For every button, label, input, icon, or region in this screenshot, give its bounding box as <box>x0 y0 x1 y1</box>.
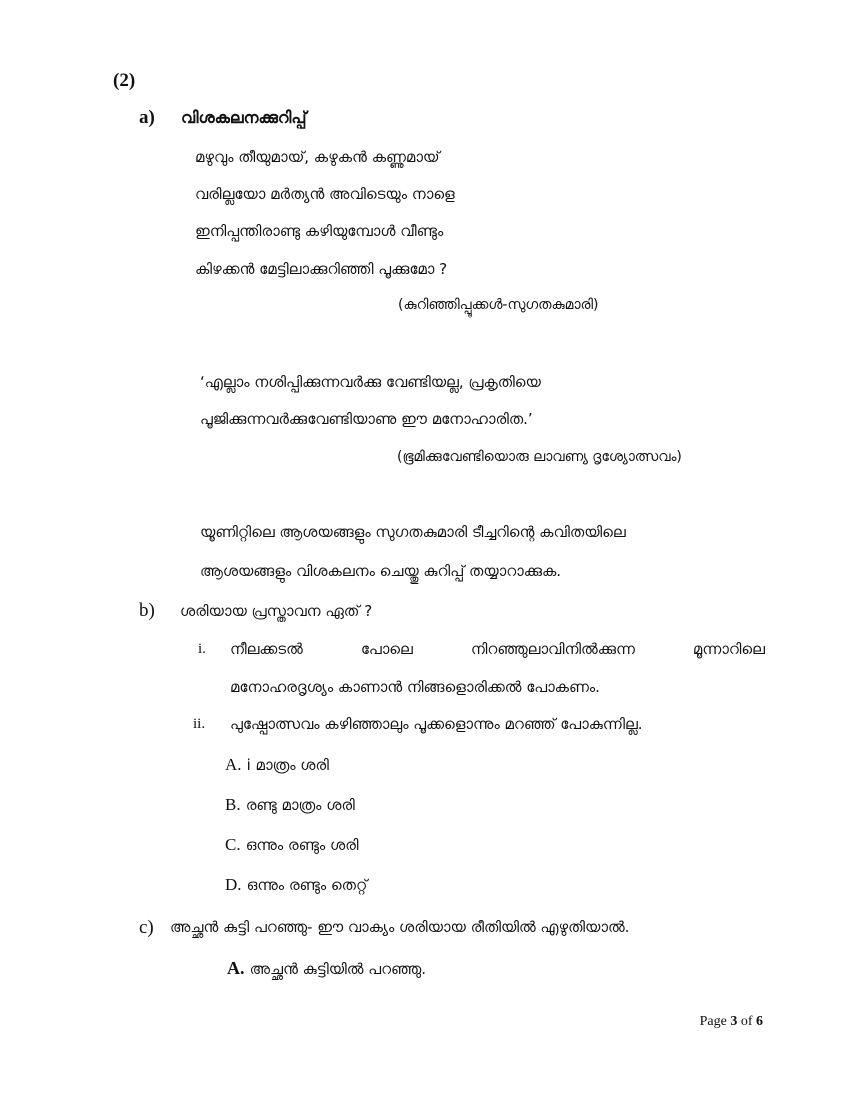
task-line: ആശയങ്ങളും വിശകലനം ചെയ്തു കുറിപ്പ് തയ്യാറാക്കുക. <box>200 562 562 580</box>
poem-line: വരില്ലയോ മർത്യൻ അവിടെയും നാളെ <box>195 185 455 203</box>
quote-line: ‘എല്ലാം നശിപ്പിക്കുന്നവർക്കു വേണ്ടിയല്ല, പ്രകൃതിയെ <box>200 373 541 391</box>
statement-i-line1 <box>230 640 765 658</box>
option-c <box>225 835 359 855</box>
quote-source: (ഭൂമിക്കുവേണ്ടിയൊരു ലാവണ്യ ദൃശ്യോത്സവം) <box>397 449 682 465</box>
option-text: രണ്ടു മാത്രം ശരി <box>245 796 355 814</box>
poem-line: കിഴക്കൻ മേട്ടിലാക്കുറിഞ്ഞി പൂക്കുമോ ? <box>195 260 448 278</box>
option-text: അച്ഛൻ കുട്ടിയിൽ പറഞ്ഞു. <box>249 960 427 978</box>
part-b-label: b) <box>139 600 155 621</box>
option-text: i മാത്രം ശരി <box>246 756 329 774</box>
option-text: ഒന്നും രണ്ടും ശരി <box>245 836 359 854</box>
part-c-question: അച്ഛൻ കുട്ടി പറഞ്ഞു- ഈ വാക്യം ശരിയായ രീതിയിൽ എഴുതിയാൽ. <box>170 918 630 936</box>
statement-ii: പുഷ്പോത്സവം കഴിഞ്ഞാലും പൂക്കളൊന്നും മറഞ്ഞ് പോകുന്നില്ല. <box>230 715 643 733</box>
part-a-heading: വിശകലനക്കുറിപ്പ് <box>181 108 307 127</box>
question-number: (2) <box>113 70 136 91</box>
part-b-question: ശരിയായ പ്രസ്താവന ഏത് ? <box>180 602 373 620</box>
poem-line: ഇനിപ്പന്തിരാണ്ടു കഴിയുമ്പോൾ വീണ്ടും <box>195 222 444 240</box>
option-b <box>225 795 355 815</box>
option-text: ഒന്നും രണ്ടും തെറ്റ് <box>246 876 368 894</box>
option-letter: A. <box>225 755 242 774</box>
task-line: യൂണിറ്റിലെ ആശയങ്ങളും സുഗതകുമാരി ടീച്ചറിന്റെ കവിതയിലെ <box>200 523 626 541</box>
statement-i-line2: മനോഹരദൃശ്യം കാണാൻ നിങ്ങളൊരിക്കൽ പോകണം. <box>230 678 600 696</box>
option-a <box>225 755 329 775</box>
part-a-label: a) <box>139 107 155 128</box>
option-letter: B. <box>225 795 241 814</box>
part-c-option-a <box>227 958 426 979</box>
of-word: of <box>740 1014 753 1029</box>
option-letter: C. <box>225 835 241 854</box>
statement-i-word: മൂന്നാറിലെ <box>692 640 765 658</box>
poem-line: മഴുവും തീയുമായ്, കഴുകൻ കണ്ണുമായ് <box>195 148 440 166</box>
page-current: 3 <box>730 1014 738 1029</box>
statement-i-label: i. <box>198 641 206 657</box>
statement-i-word: നിറഞ്ഞുലാവിനിൽക്കുന്ന <box>470 640 635 658</box>
option-letter: A. <box>227 958 245 978</box>
page-total: 6 <box>756 1014 763 1029</box>
statement-i-word: നീലക്കടൽ <box>230 640 303 658</box>
statement-ii-label: ii. <box>193 716 206 732</box>
option-letter: D. <box>225 875 242 894</box>
poem-source: (കുറിഞ്ഞിപ്പൂക്കൾ-സുഗതകുമാരി) <box>398 297 599 313</box>
option-d <box>225 875 367 895</box>
page-footer <box>700 1014 763 1030</box>
part-c-label: c) <box>139 917 154 938</box>
statement-i-word: പോലെ <box>360 640 413 658</box>
quote-line: പൂജിക്കുന്നവർക്കുവേണ്ടിയാണു ഈ മനോഹാരിത.’ <box>200 410 533 428</box>
page-word: Page <box>699 1014 727 1029</box>
